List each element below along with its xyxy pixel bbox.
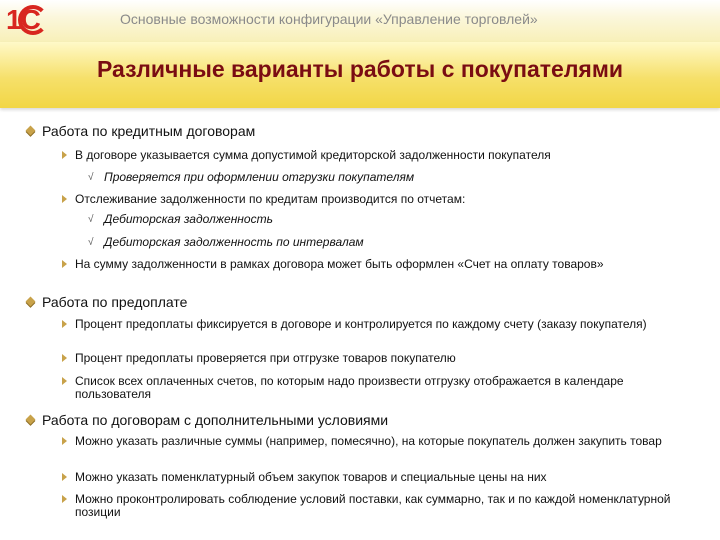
list-item: Проверяется при оформлении отгрузки покупателям (104, 170, 415, 184)
section-bullet-icon (26, 415, 36, 425)
list-item: Список всех оплаченных счетов, по которым надо произвести отгрузку отображается в календаре пользователя (75, 374, 624, 401)
check-bullet-icon: √ (88, 214, 94, 225)
logo-text: 1С (6, 4, 40, 35)
section-heading: Работа по договорам с дополнительными условиями (42, 412, 389, 428)
check-bullet-icon: √ (88, 172, 94, 183)
arrow-bullet-icon (62, 354, 67, 362)
section-bullet-icon (26, 297, 36, 307)
arrow-bullet-icon (62, 473, 67, 481)
section-heading: Работа по кредитным договорам (42, 123, 256, 139)
list-item: Процент предоплаты фиксируется в договоре и контролируется по каждому счету (заказу покупателя) (75, 317, 647, 331)
arrow-bullet-icon (62, 495, 67, 503)
section-heading: Работа по предоплате (42, 294, 188, 310)
section-bullet-icon (26, 126, 36, 136)
list-item: В договоре указывается сумма допустимой кредиторской задолженности покупателя (75, 148, 551, 162)
arrow-bullet-icon (62, 195, 67, 203)
arrow-bullet-icon (62, 377, 67, 385)
list-item: Можно указать различные суммы (например, помесячно), на которые покупатель должен закупить товар (75, 434, 662, 448)
list-item: На сумму задолженности в рамках договора может быть оформлен «Счет на оплату товаров» (75, 257, 604, 271)
list-item: Отслеживание задолженности по кредитам производится по отчетам: (75, 192, 466, 206)
list-item: Можно проконтролировать соблюдение условий поставки, как суммарно, так и по каждой номенклатурной позиции (75, 492, 671, 519)
list-item: Можно указать поменклатурный объем закупок товаров и специальные цены на них (75, 470, 547, 484)
list-item: Дебиторская задолженность по интервалам (104, 235, 364, 249)
list-item: Процент предоплаты проверяется при отгрузке товаров покупателю (75, 351, 456, 365)
list-item: Дебиторская задолженность (104, 212, 273, 226)
arrow-bullet-icon (62, 320, 67, 328)
slide-subtitle: Основные возможности конфигурации «Управление торговлей» (120, 11, 538, 27)
arrow-bullet-icon (62, 437, 67, 445)
arrow-bullet-icon (62, 260, 67, 268)
arrow-bullet-icon (62, 151, 67, 159)
slide-title: Различные варианты работы с покупателями (96, 56, 624, 82)
check-bullet-icon: √ (88, 237, 94, 248)
